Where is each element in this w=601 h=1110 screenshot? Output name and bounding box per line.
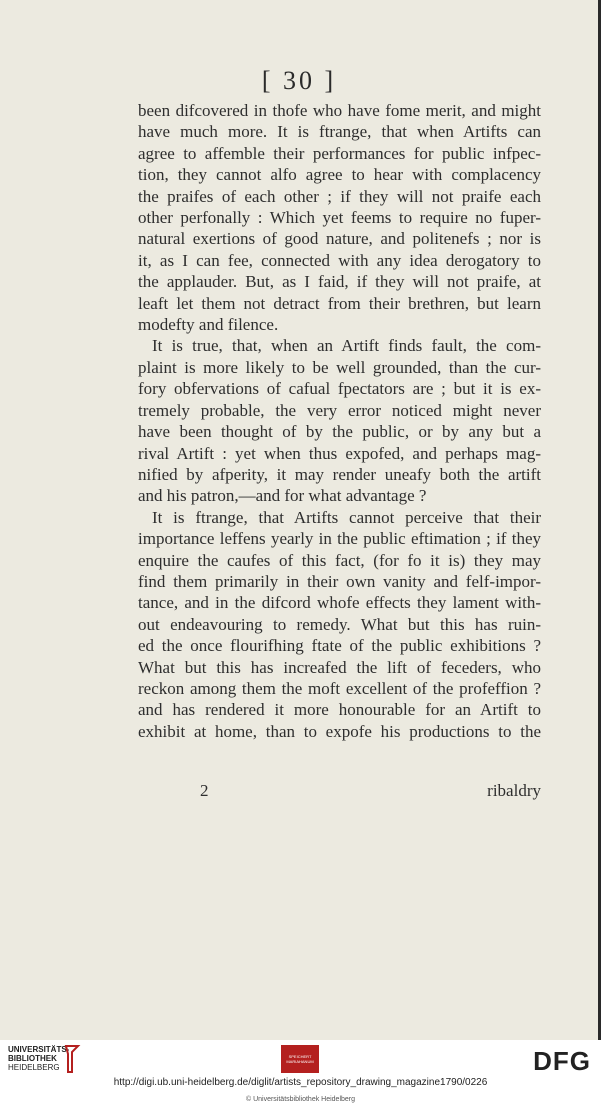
text-line: modefty and filence.: [138, 315, 279, 335]
text-line: fory obfervations of cafual fpectators are ; but it is ex-: [138, 379, 541, 399]
library-name-line: HEIDELBERG: [8, 1063, 60, 1072]
text-line: exhibit at home, than to expofe his productions to the: [138, 721, 541, 741]
text-line: ed the once flourifhing ftate of the public exhibitions ?: [138, 636, 541, 656]
paragraph-1: [138, 100, 541, 335]
seal-icon[interactable]: [281, 1045, 319, 1073]
text-line: tance, and in the difcord whofe effects they lament with-: [138, 593, 541, 613]
text-line: plaint is more likely to be well grounded, than the cur-: [138, 357, 541, 377]
digitization-footer: [0, 1040, 601, 1110]
university-library-logo[interactable]: [8, 1045, 69, 1072]
text-line: other perfonally : Which yet feems to require no fuper-: [138, 208, 541, 228]
text-line: tremely probable, the very error noticed might never: [138, 400, 541, 420]
catchword: ribaldry: [487, 781, 541, 800]
body-text: [138, 100, 541, 742]
text-line: It is true, that, when an Artift finds fault, the com-: [152, 336, 541, 356]
paragraph-2: [138, 335, 541, 506]
copyright-notice: © Universitätsbibliothek Heidelberg: [245, 1096, 356, 1103]
text-line: tion, they cannot alfo agree to hear with complacency: [138, 165, 541, 185]
text-line: find them primarily in their own vanity and felf-impor-: [138, 571, 541, 591]
library-name-line: UNIVERSITÄTS-: [8, 1045, 70, 1054]
signature-mark: 2: [200, 781, 209, 800]
text-line: reckon among them the moft excellent of the profeffion ?: [138, 678, 541, 698]
library-name-line: BIBLIOTHEK: [8, 1054, 57, 1063]
text-line: the praifes of each other ; if they will not praife each: [138, 186, 541, 206]
seal-text: SPEICHERT MARIAHANUM: [286, 1054, 314, 1064]
page-number: [ 30 ]: [261, 66, 337, 95]
text-line: out endeavouring to remedy. What but this has ruin-: [138, 614, 541, 634]
text-line: and his patron,—and for what advantage ?: [138, 486, 427, 506]
text-line: and has rendered it more honourable for an Artift to: [138, 700, 541, 720]
text-line: enquire the caufes of this fact, (for fo it is) they may: [138, 550, 541, 570]
text-line: It is ftrange, that Artifts cannot perceive that their: [152, 507, 541, 527]
text-line: nified by afperity, it may render uneafy both the artift: [138, 464, 541, 484]
text-line: What but this has increafed the lift of feceders, who: [138, 657, 541, 677]
dfg-logo[interactable]: DFG: [533, 1046, 591, 1076]
text-line: agree to affemble their performances for public infpec-: [138, 143, 541, 163]
text-line: importance leffens yearly in the public eftimation ; if they: [138, 529, 541, 549]
text-line: the applauder. But, as I faid, if they will not praife, at: [138, 272, 541, 292]
text-line: leaft let them not detract from their brethren, but learn: [138, 293, 541, 313]
source-url-link[interactable]: http://digi.ub.uni-heidelberg.de/diglit/artists_repository_drawing_magazine1790/0226: [113, 1077, 488, 1088]
text-line: have much more. It is ftrange, that when Artifts can: [138, 122, 541, 142]
text-line: been difcovered in thofe who have fome merit, and might: [138, 101, 541, 120]
text-line: it, as I can fee, connected with any idea derogatory to: [138, 250, 541, 270]
text-line: natural exertions of good nature, and politenefs ; nor is: [138, 229, 541, 249]
library-emblem-icon: [62, 1044, 82, 1074]
text-line: have been thought of by the public, or by any but a: [138, 422, 541, 442]
text-line: rival Artift : yet when thus expofed, and perhaps mag-: [138, 443, 541, 463]
paragraph-3: [138, 507, 541, 742]
